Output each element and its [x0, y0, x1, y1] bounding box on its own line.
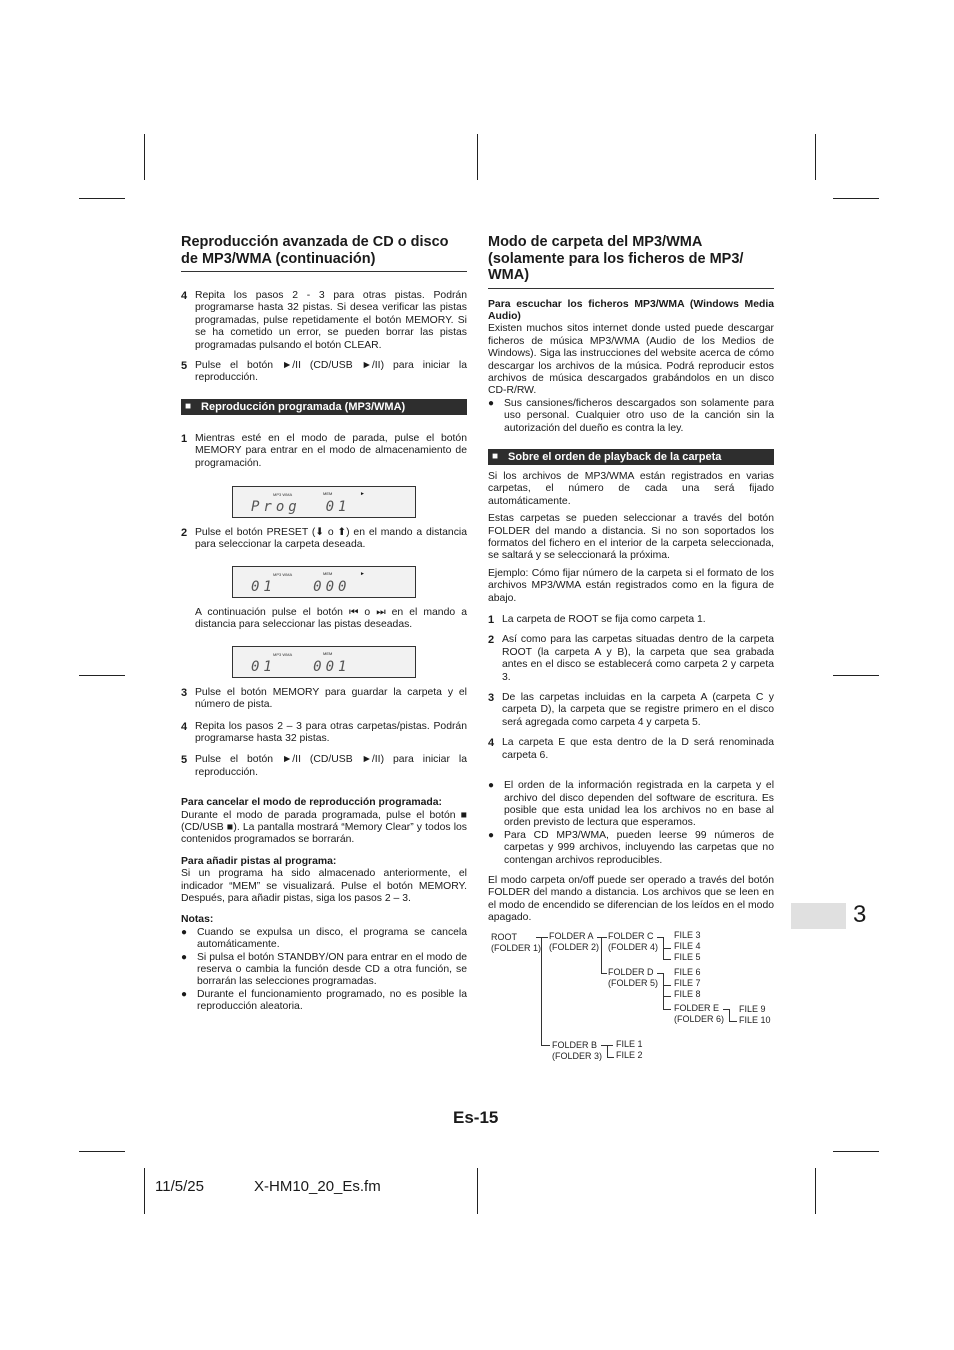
step-text: Pulse el botón PRESET (⬇ o ⬆) en el mando a distancia para seleccionar la carpeta deseada.: [195, 527, 467, 551]
info-bullet: [488, 780, 774, 830]
step-number: 4: [488, 737, 495, 750]
step-text: De las carpetas incluidas en la carpeta A (carpeta C y carpeta D), la carpeta que se registre primero en el disco será agregada como carpeta 4 y carpeta 5.: [502, 692, 774, 728]
tree-line: [601, 937, 602, 973]
crop-mark: [833, 675, 879, 676]
bullet-icon: ●: [181, 988, 188, 1000]
step-number: 3: [181, 686, 188, 699]
square-icon: ■: [185, 400, 192, 412]
step-text: A continuación pulse el botón ⏮ o ⏭ en el mando a distancia para seleccionar las pistas deseadas.: [195, 606, 467, 631]
bullet-icon: ●: [181, 951, 188, 963]
note-text: Si pulsa el botón STANDBY/ON para entrar en el modo de reserva o cambia la función desde CD a otra función, se borrarán las selecciones programadas.: [197, 951, 467, 988]
crop-mark: [144, 134, 145, 180]
tree-line: [536, 937, 548, 938]
step-item: [488, 737, 774, 762]
bullet-icon: ●: [488, 397, 495, 409]
right-column: [488, 234, 774, 930]
tree-line: [541, 1045, 550, 1046]
tree-files-d: FILE 6 FILE 7 FILE 8: [674, 967, 701, 999]
lcd-mem-label: MEM: [323, 570, 333, 576]
tree-line: [601, 973, 607, 974]
note-item: [181, 952, 467, 989]
cancel-heading: Para cancelar el modo de reproducción programada:: [181, 797, 442, 809]
step-text: La carpeta de ROOT se fija como carpeta 1.: [502, 614, 706, 626]
step-item: [181, 754, 467, 779]
page-number: Es-15: [453, 1108, 499, 1127]
tree-line: [663, 985, 671, 986]
step-text: La carpeta E que esta dentro de la D será renominada carpeta 6.: [502, 737, 774, 761]
section-number: 3: [853, 901, 867, 928]
lcd-text: 01 000: [251, 578, 351, 595]
step-text: Así como para las carpetas situadas dentro de la carpeta ROOT (la carpeta A y B), la carpeta que sea grabada antes en el disco se establecerá como carpeta 2 y carpeta 3.: [502, 634, 774, 683]
cancel-text: Durante el modo de parada programada, pulse el botón ■ (CD/USB ■). La pantalla mostrará “Memory Clear” y todos los contenidos programados se borrarán.: [181, 809, 467, 846]
tree-folder-b: FOLDER B (FOLDER 3): [552, 1040, 603, 1061]
step-number: 2: [181, 527, 188, 540]
step-text: Pulse el botón ►/II (CD/USB ►/II) para iniciar la reproducción.: [195, 754, 467, 778]
step-number: 2: [488, 634, 495, 647]
step-item: [488, 614, 774, 626]
step-number: 1: [488, 614, 495, 627]
tree-line: [663, 948, 671, 949]
step-item: [488, 634, 774, 684]
bullet-text: El orden de la información registrada en la carpeta y el archivo del disco dependen del software de escritura. Es posible que esta unidad lea los archivos no en base al orden previsto de lectura que esperamos.: [504, 780, 774, 829]
tree-line: [541, 937, 542, 1045]
download-bullet: [488, 398, 774, 435]
lcd-display: [232, 566, 416, 598]
section-header: [181, 399, 467, 415]
step-number: 4: [181, 290, 188, 302]
footer-date: 11/5/25: [155, 1178, 204, 1195]
play-icon: ►: [360, 491, 365, 498]
info-bullet: [488, 830, 774, 867]
note-item: [181, 989, 467, 1014]
download-text: Existen muchos sitos internet donde usted puede descargar ficheros de música MP3/WMA (Audio de los Medios de Windows). Siga las instrucciones del website acerca de cómo descargar los archivos de la música. Podrá reproducir estos archivos de música descargados grabándolos en un disco CD-R/RW.: [488, 323, 774, 397]
lcd-format-label: MP3 WMA: [273, 492, 293, 498]
crop-mark: [79, 198, 125, 199]
step-text: Pulse el botón MEMORY para guardar la carpeta y el número de pista.: [195, 686, 467, 711]
download-heading: Para escuchar los ficheros MP3/WMA (Windows Media Audio): [488, 298, 774, 322]
section-title: Reproducción programada (MP3/WMA): [201, 400, 406, 413]
section-title: Sobre el orden de playback de la carpeta: [508, 450, 722, 463]
note-text: Durante el funcionamiento programado, no es posible la reproducción aleatoria.: [197, 988, 467, 1013]
play-icon: ►: [360, 570, 365, 577]
tree-line: [607, 1045, 608, 1057]
step-number: 5: [181, 754, 188, 767]
step-text: Pulse el botón ►/II (CD/USB ►/II) para iniciar la reproducción.: [195, 360, 467, 384]
tree-folder-c: FOLDER C (FOLDER 4): [608, 931, 659, 952]
footer-filename: X-HM10_20_Es.fm: [254, 1178, 381, 1195]
lcd-mem-label: MEM: [323, 491, 333, 497]
note-item: [181, 927, 467, 952]
step-text: Mientras esté en el modo de parada, pulse el botón MEMORY para entrar en el modo de almacenamiento de programación.: [195, 432, 467, 469]
tree-line: [663, 1009, 671, 1010]
left-title: Reproducción avanzada de CD o disco de MP3/WMA (continuación): [181, 234, 467, 272]
tree-folder-d: FOLDER D (FOLDER 5): [608, 967, 659, 988]
crop-mark: [815, 134, 816, 180]
tree-files-c: FILE 3 FILE 4 FILE 5: [674, 930, 701, 962]
tree-folder-e: FOLDER E (FOLDER 6): [674, 1003, 725, 1024]
tree-root: ROOT (FOLDER 1): [491, 932, 542, 953]
lcd-display: [232, 486, 416, 518]
tree-folder-a: FOLDER A (FOLDER 2): [549, 931, 600, 952]
step-item: [181, 527, 467, 552]
bullet-icon: ●: [488, 780, 495, 792]
lcd-format-label: MP3 WMA: [273, 571, 293, 577]
paragraph: Ejemplo: Cómo fijar número de la carpeta si el formato de los archivos MP3/WMA están registrados como en la figura de abajo.: [488, 567, 774, 604]
lcd-display: [232, 646, 416, 678]
crop-mark: [79, 675, 125, 676]
lcd-text: Prog 01: [251, 499, 351, 516]
square-icon: ■: [492, 450, 499, 462]
crop-mark: [833, 1151, 879, 1152]
step-item: [181, 290, 467, 352]
step-number: 5: [181, 360, 188, 373]
side-tab: [791, 903, 846, 929]
tree-line: [663, 996, 671, 997]
crop-mark: [79, 1151, 125, 1152]
bullet-text: Para CD MP3/WMA, pueden leerse 99 números de carpetas y 999 archivos, incluyendo las carpetas que no contengan archivos reproducibles.: [504, 829, 774, 866]
step-item: [181, 607, 467, 632]
crop-mark: [477, 1168, 478, 1214]
step-item: [488, 692, 774, 729]
paragraph: El modo carpeta on/off puede ser operado a través del botón FOLDER del mando a distancia. Los archivos que se leen en el modo de encendido se diferencian de los leídos en el modo apagado.: [488, 874, 774, 924]
right-title: Modo de carpeta del MP3/WMA (solamente para los ficheros de MP3/ WMA): [488, 234, 774, 289]
step-text: Repita los pasos 2 – 3 para otras carpetas/pistas. Podrán programarse hasta 32 pistas.: [195, 720, 467, 744]
step-number: 4: [181, 720, 188, 733]
lcd-format-label: MP3 WMA: [273, 651, 293, 657]
tree-line: [663, 959, 671, 960]
add-text: Si un programa ha sido almacenado anteriormente, el indicador “MEM” se visualizará. Pulse el botón MEMORY. Después, para añadir pistas, siga los pasos 2 – 3.: [181, 868, 467, 904]
step-number: 1: [181, 432, 188, 445]
bullet-icon: ●: [488, 829, 495, 841]
lcd-text: 01 001: [251, 658, 351, 675]
crop-mark: [477, 134, 478, 180]
section-header: [488, 449, 774, 465]
tree-files-e: FILE 9 FILE 10: [739, 1004, 771, 1025]
tree-files-b: FILE 1 FILE 2: [616, 1039, 643, 1060]
step-text: Repita los pasos 2 - 3 para otras pistas. Podrán programarse hasta 32 pistas. Si desea verificar las pistas programadas, pulse repetidamente el botón MEMORY. Si se ha cometido un error, se pueden borrar las pistas programadas pulsando el botón CLEAR.: [195, 290, 467, 351]
tree-line: [729, 1021, 737, 1022]
step-item: [181, 687, 467, 712]
crop-mark: [144, 1168, 145, 1214]
note-text: Cuando se expulsa un disco, el programa se cancela automáticamente.: [197, 926, 467, 951]
crop-mark: [833, 198, 879, 199]
paragraph: Si los archivos de MP3/WMA están registrados en varias carpetas, el número de cada una será fijado automáticamente.: [488, 470, 774, 507]
add-heading: Para añadir pistas al programa:: [181, 855, 337, 867]
tree-line: [607, 1057, 614, 1058]
lcd-mem-label: MEM: [323, 650, 333, 656]
bullet-icon: ●: [181, 926, 188, 938]
tree-line: [729, 1009, 730, 1021]
tree-line: [663, 973, 664, 1009]
step-item: [181, 360, 467, 385]
step-item: [181, 433, 467, 470]
notes-heading: Notas:: [181, 914, 214, 926]
step-item: [181, 721, 467, 746]
tree-line: [597, 937, 607, 938]
bullet-text: Sus cansiones/ficheros descargados son solamente para uso personal. Cualquier otro uso de la canción sin la autorización del dueño es contra la ley.: [504, 397, 774, 434]
crop-mark: [815, 1168, 816, 1214]
paragraph: Estas carpetas se pueden seleccionar a través del botón FOLDER del mando a distancia. Si no son soportados los formatos del fichero en el interior de la carpeta seleccionada, se saltará y se seleccionará la próxima.: [488, 513, 774, 562]
left-column: [181, 234, 467, 1014]
step-number: 3: [488, 692, 495, 705]
